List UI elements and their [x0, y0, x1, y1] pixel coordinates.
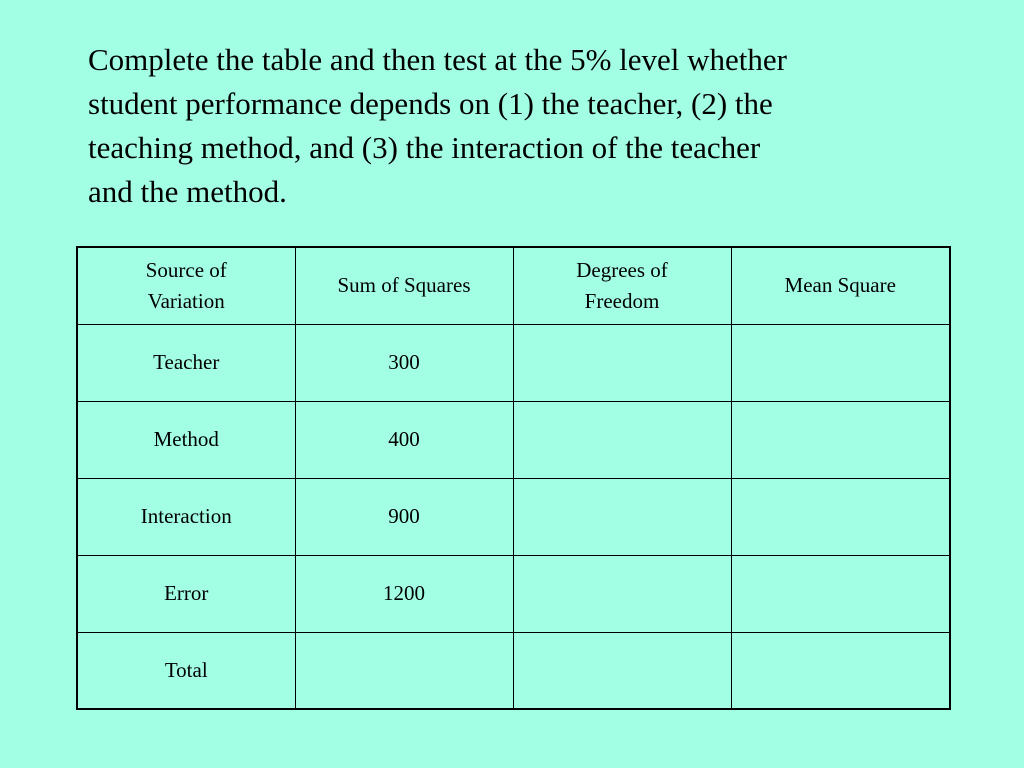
table-row	[77, 324, 950, 401]
cell-source: Interaction	[77, 478, 295, 555]
cell-sum-of-squares: 900	[295, 478, 513, 555]
table-row	[77, 555, 950, 632]
cell-sum-of-squares: 1200	[295, 555, 513, 632]
header-sum-of-squares: Sum of Squares	[295, 247, 513, 324]
cell-mean-square	[731, 478, 950, 555]
cell-source: Teacher	[77, 324, 295, 401]
cell-sum-of-squares	[295, 632, 513, 709]
cell-sum-of-squares: 400	[295, 401, 513, 478]
cell-degrees-of-freedom	[513, 632, 731, 709]
cell-degrees-of-freedom	[513, 478, 731, 555]
cell-sum-of-squares: 300	[295, 324, 513, 401]
table-row	[77, 632, 950, 709]
cell-degrees-of-freedom	[513, 555, 731, 632]
anova-table	[76, 246, 951, 710]
question-line: Complete the table and then test at the 5% level whether	[88, 42, 787, 77]
cell-source: Method	[77, 401, 295, 478]
question-text	[88, 38, 948, 214]
question-line: teaching method, and (3) the interaction of the teacher	[88, 130, 761, 165]
question-line: student performance depends on (1) the teacher, (2) the	[88, 86, 773, 121]
table-row	[77, 478, 950, 555]
header-mean-square: Mean Square	[731, 247, 950, 324]
cell-mean-square	[731, 401, 950, 478]
header-source-of-variation: Source of Variation	[77, 247, 295, 324]
header-degrees-of-freedom: Degrees of Freedom	[513, 247, 731, 324]
cell-source: Total	[77, 632, 295, 709]
cell-mean-square	[731, 632, 950, 709]
table-row	[77, 401, 950, 478]
cell-mean-square	[731, 324, 950, 401]
cell-degrees-of-freedom	[513, 401, 731, 478]
cell-mean-square	[731, 555, 950, 632]
table-header-row	[77, 247, 950, 324]
question-line: and the method.	[88, 174, 287, 209]
cell-degrees-of-freedom	[513, 324, 731, 401]
cell-source: Error	[77, 555, 295, 632]
